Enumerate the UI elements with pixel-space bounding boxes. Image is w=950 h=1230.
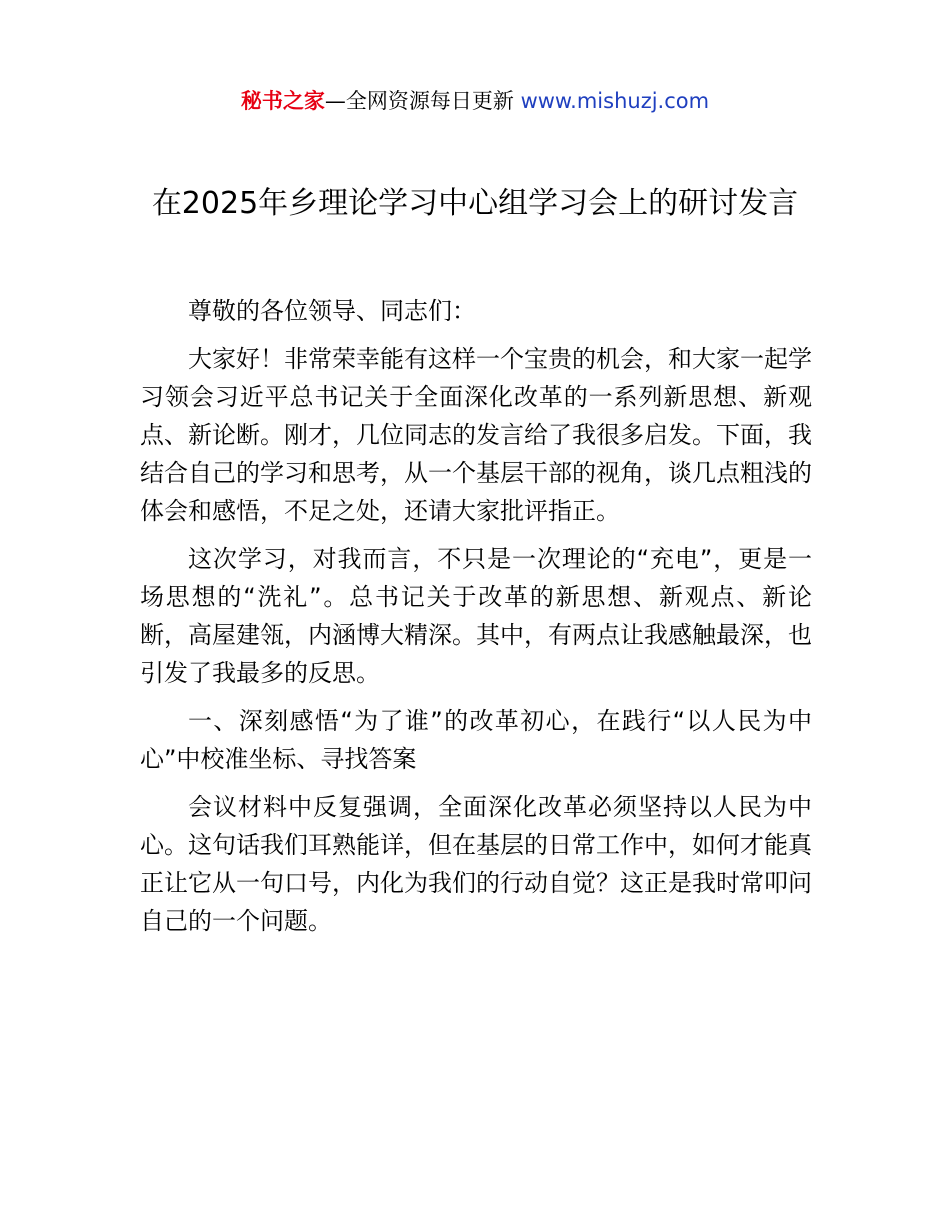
section-heading: 一、深刻感悟“为了谁”的改革初心，在践行“以人民为中心”中校准坐标、寻找答案 (140, 707, 812, 773)
site-tagline: —全网资源每日更新 (324, 89, 521, 113)
document-body (140, 292, 812, 950)
brand-name: 秘书之家 (240, 89, 325, 113)
document-title: 在2025年乡理论学习中心组学习会上的研讨发言 (151, 186, 799, 221)
body-paragraph: 会议材料中反复强调，全面深化改革必须坚持以人民为中心。这句话我们耳熟能详，但在基层的日常工作中，如何才能真正让它从一句口号，内化为我们的行动自觉？这正是我时常叩问自己的一个问题。 (140, 793, 812, 935)
site-url-link[interactable]: www.mishuzj.com (520, 89, 710, 113)
body-paragraph: 这次学习，对我而言，不只是一次理论的“充电”，更是一场思想的“洗礼”。总书记关于改革的新思想、新观点、新论断，高屋建瓴，内涵博大精深。其中，有两点让我感触最深，也引发了我最多的反思。 (140, 545, 812, 687)
body-paragraph: 大家好！非常荣幸能有这样一个宝贵的机会，和大家一起学习领会习近平总书记关于全面深化改革的一系列新思想、新观点、新论断。刚才，几位同志的发言给了我很多启发。下面，我结合自己的学习和思考，从一个基层干部的视角，谈几点粗浅的体会和感悟，不足之处，还请大家批评指正。 (140, 345, 812, 525)
salutation-paragraph: 尊敬的各位领导、同志们： (188, 297, 476, 325)
site-header (0, 86, 950, 116)
